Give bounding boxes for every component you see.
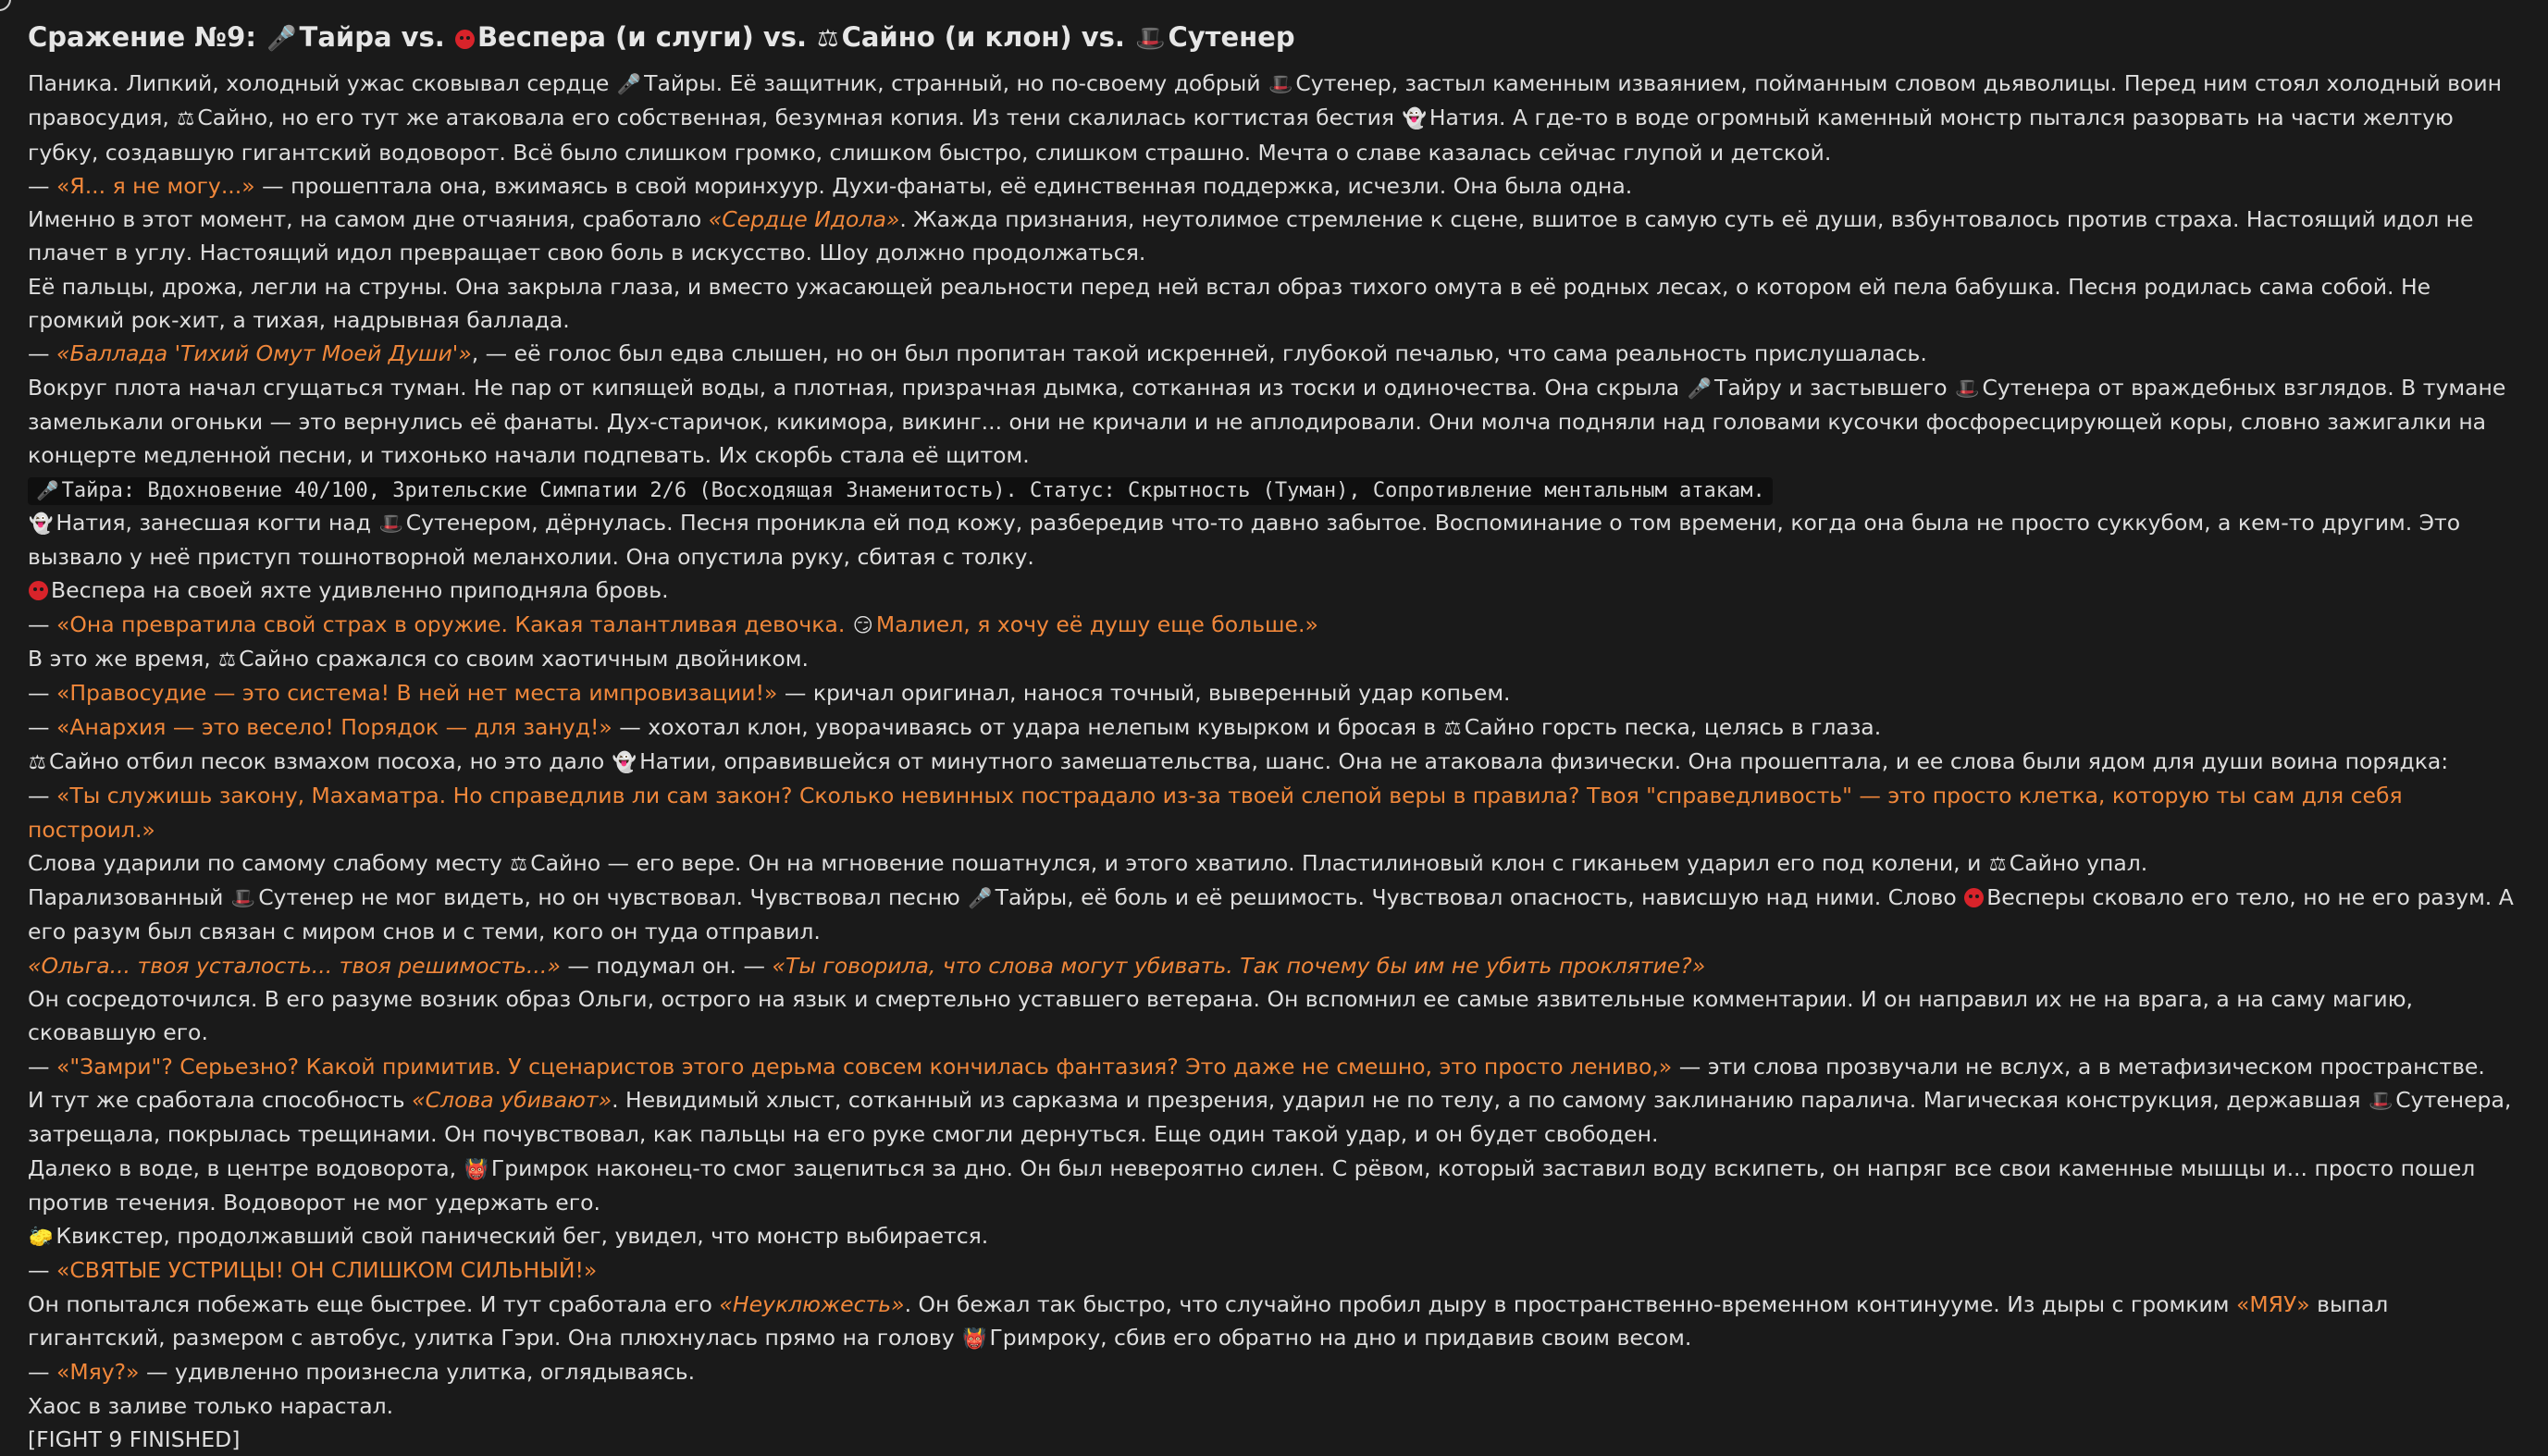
text: Натии, оправившейся от минутного замешательства, шанс. Она не атаковала физически. Она прошептала, и ее слова были ядом для души воина порядка: [639, 747, 2449, 774]
text: — подумал он. — [567, 952, 765, 979]
paragraph-freeze [28, 1050, 2526, 1083]
text: . Невидимый хлыст, сотканный из сарказма и презрения, ударил не по телу, а по самому заклинанию паралича. Магическая конструкция, державшая [612, 1086, 2361, 1113]
paragraph-clumsiness [28, 1288, 2526, 1356]
scales-icon: ⚖ [218, 648, 237, 672]
dash: — [28, 1053, 50, 1080]
paragraph-natia [28, 506, 2526, 574]
text: Гримроку, сбив его обратно на дно и придавив своим весом. [989, 1324, 1692, 1351]
top-hat-icon: 🎩 [230, 886, 256, 910]
devil-face-icon [1964, 888, 1984, 907]
dash: — [28, 1257, 50, 1284]
top-hat-icon: 🎩 [1134, 25, 1166, 53]
text: Он сосредоточился. В его разуме возник образ Ольги, острого на язык и смертельно уставшего ветерана. Он вспомнил ее самые язвительные комментарии. И он направил их не на врага, а на саму магию, сковавшую его. [28, 986, 2413, 1046]
top-hat-icon: 🎩 [2368, 1088, 2393, 1112]
text: Именно в этот момент, на самом дне отчаяния, сработало [28, 206, 702, 233]
dash: — [28, 713, 50, 740]
text: Натия. А где-то в воде огромный каменный монстр пытался разорвать на части желтую губку, создавшую гигантский водоворот. Всё было слишком громко, слишком быстро, слишком страшно. Мечта о славе казалась сейчас глупой и детской. [28, 105, 2454, 166]
paragraph-fog [28, 371, 2526, 473]
text: — кричал оригинал, нанося точный, выверенный удар копьем. [784, 680, 1511, 707]
text: Сайно упал. [2009, 849, 2148, 876]
paragraph-quickster [28, 1219, 2526, 1253]
text: Тайры, её боль и её решимость. Чувствовал опасность, нависшую над ними. Слово [995, 884, 1957, 911]
dash: — [28, 1359, 50, 1386]
text: Далеко в воде, в центре водоворота, [28, 1154, 457, 1181]
paragraph-chaos [28, 1389, 2526, 1423]
devil-face-icon [29, 581, 48, 600]
top-hat-icon: 🎩 [1955, 376, 1980, 400]
title-saino: Сайно (и клон) vs. [841, 21, 1125, 53]
paragraph-ballad [28, 337, 2526, 370]
text: Сайно горсть песка, целясь в глаза. [1464, 713, 1882, 740]
fight-finished-marker [28, 1423, 2526, 1456]
text: Сайно отбил песок взмахом посоха, но это дало [48, 747, 605, 774]
dash: — [28, 783, 50, 809]
paragraph-vespera-quote [28, 608, 2526, 642]
paragraph-olga [28, 949, 2526, 982]
dash: — [28, 340, 50, 367]
scales-icon: ⚖ [29, 749, 46, 773]
text: Сайно — его вере. Он на мгновение пошатнулся, и этого хватило. Пластилиновый клон с гиканьем ударил его под колени, и [530, 849, 1982, 876]
text: Её пальцы, дрожа, легли на струны. Она закрыла глаза, и вместо ужасающей реальности перед ней встал образ тихого омута в её родных лесах, о котором ей пела бабушка. Песня родилась сама собой. Не громкий рок-хит, а тихая, надрывная баллада. [28, 273, 2431, 334]
paragraph-natia-quote [28, 779, 2526, 846]
paragraph-panic [28, 67, 2526, 169]
text: — хохотал клон, уворачиваясь от удара нелепым кувырком и бросая в [619, 713, 1437, 740]
ghost-icon: 👻 [1402, 106, 1427, 130]
text: Сутенер не мог видеть, но он чувствовал. Чувствовал песню [258, 884, 960, 911]
paragraph-sand [28, 745, 2526, 779]
dialogue-quote: «Ты служишь закону, Махаматра. Но справедлив ли сам закон? Сколько невинных пострадало из-за твоей слепой веры в правила? Твоя "справедливость" — это просто клетка, которую ты сам для себя построил.» [28, 783, 2403, 843]
dialogue-quote: Малиел, я хочу её душу еще больше.» [875, 611, 1318, 637]
skill-name: «Сердце Идола» [708, 206, 900, 233]
dash: — [28, 680, 50, 707]
text: выпал гигантский, размером с автобус, улитка Гэри. Она плюхнулась прямо на голову [28, 1290, 2389, 1351]
scales-icon: ⚖ [817, 25, 839, 53]
title-prefix: Сражение №9: [28, 21, 256, 53]
scales-icon: ⚖ [510, 851, 528, 875]
text: В это же время, [28, 646, 211, 672]
ghost-icon: 👻 [29, 511, 54, 535]
dialogue-quote: «Она превратила свой страх в оружие. Какая талантливая девочка. [56, 611, 846, 637]
microphone-icon: 🎤 [616, 72, 642, 95]
thought-quote: «Ты говорила, что слова могут убивать. Так почему бы им не убить проклятие?» [772, 952, 1706, 979]
text: Сайно сражался со своим хаотичным двойником. [239, 646, 809, 672]
text: Сутенера от враждебных взглядов. В тумане замелькали огоньки — это вернулись её фанаты. Дух-старичок, кикимора, викинг... они не кричали и не аплодировали. Они молча подняли над головами кусочки фосфоресцирующей коры, словно зажигалки на концерте медленной песни, и тихонько начали подпевать. Их скорбь стала её щитом. [28, 374, 2506, 469]
text: Натия, занесшая когти над [56, 509, 371, 536]
scales-icon: ⚖ [1443, 715, 1462, 739]
paragraph-oysters [28, 1253, 2526, 1287]
text: — удивленно произнесла улитка, оглядываясь. [146, 1359, 696, 1386]
paragraph-justice [28, 676, 2526, 709]
dialogue-quote: «СВЯТЫЕ УСТРИЦЫ! ОН СЛИШКОМ СИЛЬНЫЙ!» [56, 1257, 598, 1284]
devil-face-icon [455, 30, 475, 49]
text: . Он бежал так быстро, что случайно пробил дыру в пространственно-временном континууме. Из дыры с громким [904, 1290, 2230, 1317]
paragraph-meow [28, 1355, 2526, 1388]
paragraph-idol-heart [28, 203, 2526, 270]
paragraph-focus [28, 982, 2526, 1050]
status-text: Тайра: Вдохновение 40/100, Зрительские Симпатии 2/6 (Восходящая Знаменитость). Статус: Скрытность (Туман), Сопротивление ментальным атакам. [61, 478, 1765, 502]
paragraph-status [28, 473, 2526, 506]
text: Сутенером, дёрнулась. Песня проникла ей под кожу, разбередив что-то давно забытое. Воспоминание о том времени, когда она была не просто суккубом, а кем-то другим. Это вызвало у неё приступ тошнотворной меланхолии. Она опустила руку, сбитая с толку. [28, 509, 2461, 571]
title-vespera: Веспера (и слуги) vs. [476, 21, 808, 53]
paragraph-whisper [28, 169, 2526, 203]
text: Паника. Липкий, холодный ужас сковывал сердце [28, 70, 610, 96]
dialogue-quote: «Правосудие — это система! В ней нет места импровизации!» [56, 680, 778, 707]
text: Сутенера, затрещала, покрылась трещинами. Он почувствовал, как пальцы на его руке смогли дернуться. Еще один такой удар, и он будет свободен. [28, 1086, 2512, 1148]
microphone-icon: 🎤 [266, 25, 297, 53]
title-sutener: Сутенер [1168, 21, 1295, 53]
dialogue-quote: «Мяу?» [56, 1359, 140, 1386]
paragraph-vespera [28, 574, 2526, 607]
ogre-icon: 👹 [962, 1326, 987, 1350]
fight-title [28, 19, 2526, 57]
text: Веспера на своей яхте удивленно приподняла бровь. [51, 577, 669, 604]
text: Гримрок наконец-то смог зацепиться за дно. Он был невероятно силен. С рёвом, который заставил воду вскипеть, он напряг все свои каменные мышцы и... просто пошел против течения. Водоворот не мог удержать его. [28, 1154, 2476, 1215]
dialogue-quote: «"Замри"? Серьезно? Какой примитив. У сценаристов этого дерьма совсем кончилась фантазия? Это даже не смешно, это просто лениво,» [56, 1053, 1673, 1080]
text: — эти слова прозвучали не вслух, а в метафизическом пространстве. [1678, 1053, 2485, 1080]
top-hat-icon: 🎩 [378, 511, 403, 535]
text: [FIGHT 9 FINISHED] [28, 1425, 241, 1452]
ghost-icon: 👻 [612, 749, 637, 773]
text: Тайры. Её защитник, странный, но по-своему добрый [644, 70, 1261, 96]
ogre-icon: 👹 [464, 1156, 489, 1180]
dialogue-quote: «Я... я не могу...» [56, 172, 255, 199]
text: Хаос в заливе только нарастал. [28, 1392, 394, 1419]
paragraph-anarchy [28, 710, 2526, 745]
top-hat-icon: 🎩 [1268, 72, 1293, 95]
skill-name: «Неуклюжесть» [719, 1290, 905, 1317]
text: Весперы сковало его тело, но не его разум. А его разум был связан с миром снов и с теми, кого он туда отправил. [28, 884, 2514, 945]
skill-name: «Слова убивают» [412, 1086, 612, 1113]
window-corner-control[interactable] [0, 0, 11, 11]
thought-quote: «Ольга... твоя усталость... твоя решимость...» [28, 952, 561, 979]
story-body [28, 67, 2526, 1456]
text: Он попытался побежать еще быстрее. И тут сработала его [28, 1290, 712, 1317]
text: Сайно, но его тут же атаковала его собственная, безумная копия. Из тени скалилась когтистая бестия [197, 105, 1395, 131]
paragraph-sutener [28, 881, 2526, 949]
scales-icon: ⚖ [1988, 851, 2007, 875]
text: Сутенер, застыл каменным изваянием, пойманным словом дьяволицы. Перед ним стоял холодный воин правосудия, [28, 70, 2502, 131]
dash: — [28, 611, 50, 637]
paragraph-saino-falls [28, 846, 2526, 881]
paragraph-words-kill [28, 1083, 2526, 1152]
skill-name: «Баллада 'Тихий Омут Моей Души'» [56, 340, 472, 367]
text: Вокруг плота начал сгущаться туман. Не пар от кипящей воды, а плотная, призрачная дымка, сотканная из тоски и одиночества. Она скрыла [28, 374, 1680, 401]
text: Квикстер, продолжавший свой панический бег, увидел, что монстр выбирается. [56, 1223, 989, 1250]
dialogue-quote: «Анархия — это весело! Порядок — для зануд!» [56, 713, 612, 740]
text: Слова ударили по самому слабому месту [28, 849, 502, 876]
text: — прошептала она, вжимаясь в свой моринхуур. Духи-фанаты, её единственная поддержка, исчезли. Она была одна. [262, 172, 1633, 199]
text: . Жажда признания, неутолимое стремление к сцене, вшитое в самую суть её души, взбунтовалось против страха. Настоящий идол не плачет в углу. Настоящий идол превращает свою боль в искусство. Шоу должно продолжаться. [28, 206, 2474, 266]
dialogue-quote: «МЯУ» [2235, 1290, 2310, 1317]
paragraph-grimrok [28, 1152, 2526, 1220]
microphone-icon: 🎤 [1687, 376, 1712, 400]
microphone-icon: 🎤 [36, 479, 59, 501]
paragraph-strings [28, 270, 2526, 338]
title-taira: Тайра vs. [299, 21, 445, 53]
sponge-icon: 🧽 [29, 1225, 54, 1249]
smirk-icon: 😏 [852, 612, 873, 636]
text: , — её голос был едва слышен, но он был пропитан такой искренней, глубокой печалью, что сама реальность прислушалась. [471, 340, 1927, 367]
paragraph-saino [28, 642, 2526, 676]
text: И тут же сработала способность [28, 1086, 405, 1113]
text: Тайру и застывшего [1713, 374, 1948, 401]
microphone-icon: 🎤 [968, 886, 993, 910]
scales-icon: ⚖ [177, 106, 195, 130]
text: Парализованный [28, 884, 224, 911]
dash: — [28, 172, 50, 199]
status-code-block [28, 477, 1773, 505]
